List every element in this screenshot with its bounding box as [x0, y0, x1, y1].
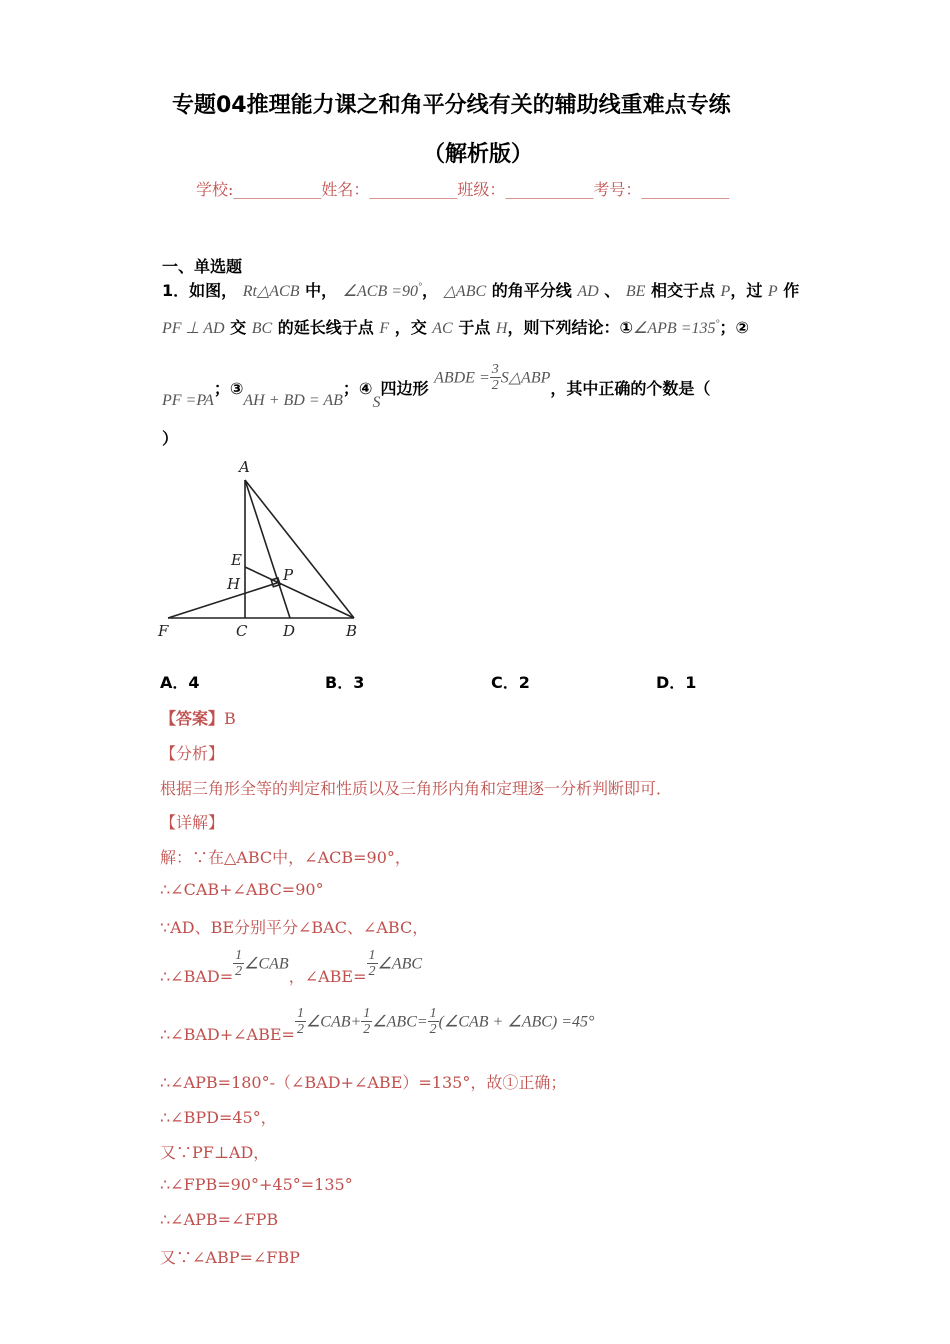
- geometry-figure: [150, 455, 390, 645]
- analysis-label: 【分析】: [160, 744, 225, 763]
- label-D: D: [283, 622, 296, 640]
- step-11: 又∵∠ABP=∠FBP: [160, 1248, 300, 1267]
- label-B: B: [346, 622, 358, 640]
- question-line-4: ）: [162, 429, 179, 448]
- info-fields: 学校:___________姓名：___________班级：___________考号：___________: [196, 180, 730, 199]
- question-line-2: PF ⊥ AD 交 BC 的延长线于点 F ，交 AC 于点 H，则下列结论：①∠APB =135°；②: [162, 318, 750, 337]
- page-subtitle: （解析版）: [423, 142, 534, 167]
- label-H: H: [227, 575, 241, 593]
- step-3: ∵AD、BE分别平分∠BAC、∠ABC，: [160, 918, 429, 937]
- label-P: P: [283, 566, 294, 584]
- label-C: C: [236, 622, 248, 640]
- detail-label: 【详解】: [160, 813, 225, 832]
- step-7: ∴∠BPD=45°，: [160, 1108, 277, 1127]
- segment-AD: [245, 480, 290, 618]
- label-E: E: [231, 551, 242, 569]
- option-b[interactable]: B．3: [325, 673, 365, 692]
- option-a[interactable]: A．4: [160, 673, 200, 692]
- question-line-1: 1．如图， Rt△ACB 中， ∠ACB =90°， △ABC 的角平分线 AD 、 BE 相交于点 P，过 P 作: [162, 281, 800, 300]
- analysis-text: 根据三角形全等的判定和性质以及三角形内角和定理逐一分析判断即可．: [160, 779, 673, 798]
- right-angle-mark: [271, 578, 280, 587]
- question-line-3: PF =PA；③AH + BD = AB；④S四边形 ABDE = $\frac{3}{2}$ S△ABP，其中正确的个数是（: [162, 362, 711, 412]
- page-title: 专题04推理能力课之和角平分线有关的辅助线重难点专练: [172, 93, 731, 118]
- step-2: ∴∠CAB+∠ABC=90°: [160, 880, 324, 899]
- segment-EB: [245, 567, 354, 618]
- step-9: ∴∠FPB=90°+45°=135°: [160, 1175, 353, 1194]
- label-F: F: [158, 622, 169, 640]
- step-8: 又∵PF⊥AD，: [160, 1143, 270, 1162]
- segment-AB: [245, 480, 354, 618]
- segment-FP: [168, 582, 280, 618]
- step-4: ∴∠BAD= $\frac{1}{2}$ ∠CAB，∠ABE= $\frac{1}{2}$ ∠ABC: [160, 948, 423, 987]
- step-6: ∴∠APB=180°-（∠BAD+∠ABE）=135°，故①正确；: [160, 1073, 567, 1092]
- step-5: ∴∠BAD+∠ABE= $\frac{1}{2}$ ∠CAB+ $\frac{1}{2}$ ∠ABC= $\frac{1}{2}$ (∠CAB + ∠ABC) =45°: [160, 1006, 595, 1045]
- option-d[interactable]: D．1: [656, 673, 697, 692]
- step-10: ∴∠APB=∠FPB: [160, 1210, 279, 1229]
- option-c[interactable]: C．2: [491, 673, 530, 692]
- answer-line: 【答案】B: [160, 709, 236, 728]
- step-1: 解：∵在△ABC中，∠ACB=90°，: [160, 848, 411, 867]
- label-A: A: [239, 458, 250, 476]
- question-number: 1．: [162, 281, 190, 300]
- section-heading: 一、单选题: [162, 257, 243, 276]
